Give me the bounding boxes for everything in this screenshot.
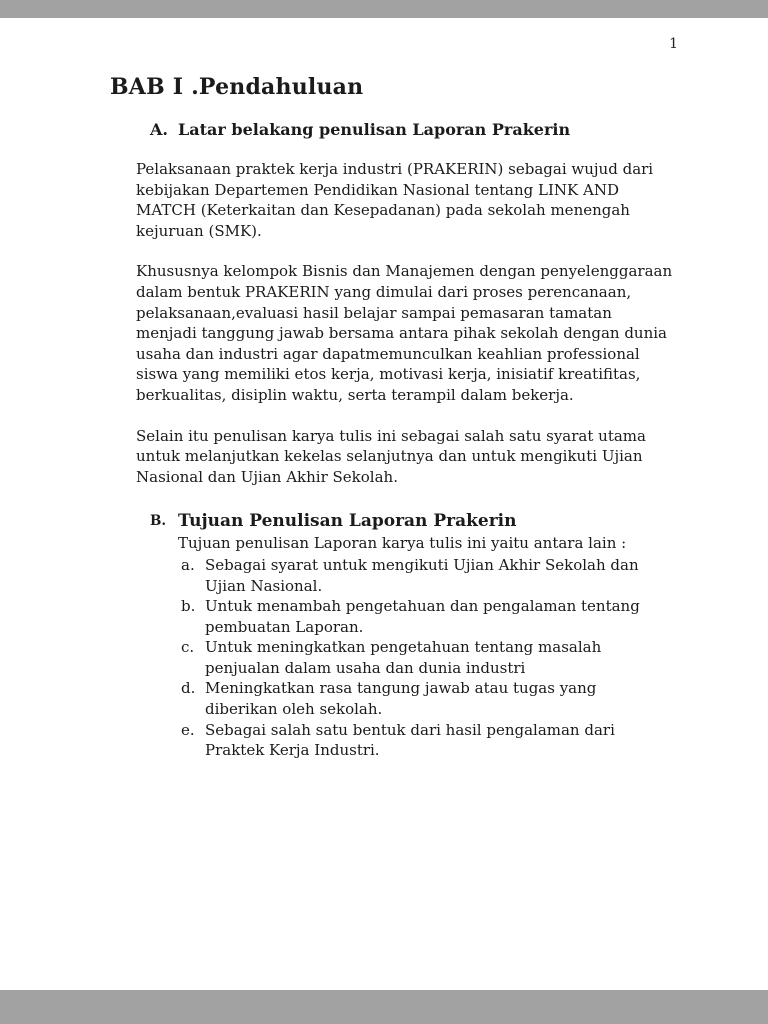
list-item-text: Sebagai syarat untuk mengikuti Ujian Akhir Sekolah dan Ujian Nasional. [205, 555, 639, 595]
list-item-marker: d. [181, 679, 196, 698]
section-b-heading [150, 511, 768, 531]
document-title: BAB I .Pendahuluan [110, 74, 364, 100]
paragraph: Selain itu penulisan karya tulis ini sebagai salah satu syarat utama untuk melanjutkan kekelas selanjutnya dan untuk mengikuti Ujian Nasional dan Ujian Akhir Sekolah. [136, 426, 646, 486]
list-item [181, 637, 673, 678]
section-b-heading-text: Tujuan Penulisan Laporan Prakerin [178, 511, 517, 532]
list-item-text: Meningkatkan rasa tangung jawab atau tugas yang diberikan oleh sekolah. [205, 679, 597, 719]
page-number: 1 [669, 36, 678, 52]
list-item [181, 596, 673, 637]
list-item-text: Sebagai salah satu bentuk dari hasil pengalaman dari Praktek Kerja Industri. [205, 720, 615, 760]
list-item-marker: e. [181, 720, 195, 739]
paragraph: Pelaksanaan praktek kerja industri (PRAKERIN) sebagai wujud dari kebijakan Departemen Pendidikan Nasional tentang LINK AND MATCH (Keterkaitan dan Kesepadanan) pada sekolah menengah kejuruan (SMK). [136, 160, 654, 240]
section-b-marker: B. [150, 513, 167, 530]
list-item-marker: a. [181, 555, 195, 574]
list-item-text: Untuk menambah pengetahuan dan pengalaman tentang pembuatan Laporan. [205, 597, 640, 636]
list-item [181, 555, 673, 596]
list-item-text: Untuk meningkatkan pengetahuan tentang masalah penjualan dalam usaha dan dunia industri [205, 638, 602, 677]
section-b-list [181, 555, 673, 761]
paragraph: Khususnya kelompok Bisnis dan Manajemen dengan penyelenggaraan dalam bentuk PRAKERIN yang dimulai dari proses perencanaan, pelaksanaan,evaluasi hasil belajar sampai pemasaran tamatan menjadi tanggung jawab bersama antara pihak sekolah dengan dunia usaha dan industri agar dapatmemunculkan keahlian professional siswa yang memiliki etos kerja, motivasi kerja, inisiatif kreatifitas, berkualitas, disiplin waktu, serta terampil dalam bekerja. [136, 262, 673, 404]
section-a-heading-text: Latar belakang penulisan Laporan Prakerin [178, 120, 571, 139]
section-a-heading [150, 120, 768, 139]
section-b-intro: Tujuan penulisan Laporan karya tulis ini yaitu antara lain : [178, 534, 627, 553]
list-item-marker: b. [181, 597, 196, 616]
section-a-body [136, 159, 676, 487]
list-item [181, 678, 673, 719]
list-item [181, 720, 673, 761]
list-item-marker: c. [181, 638, 195, 657]
document-page [0, 18, 768, 990]
section-a-marker: A. [150, 120, 168, 139]
